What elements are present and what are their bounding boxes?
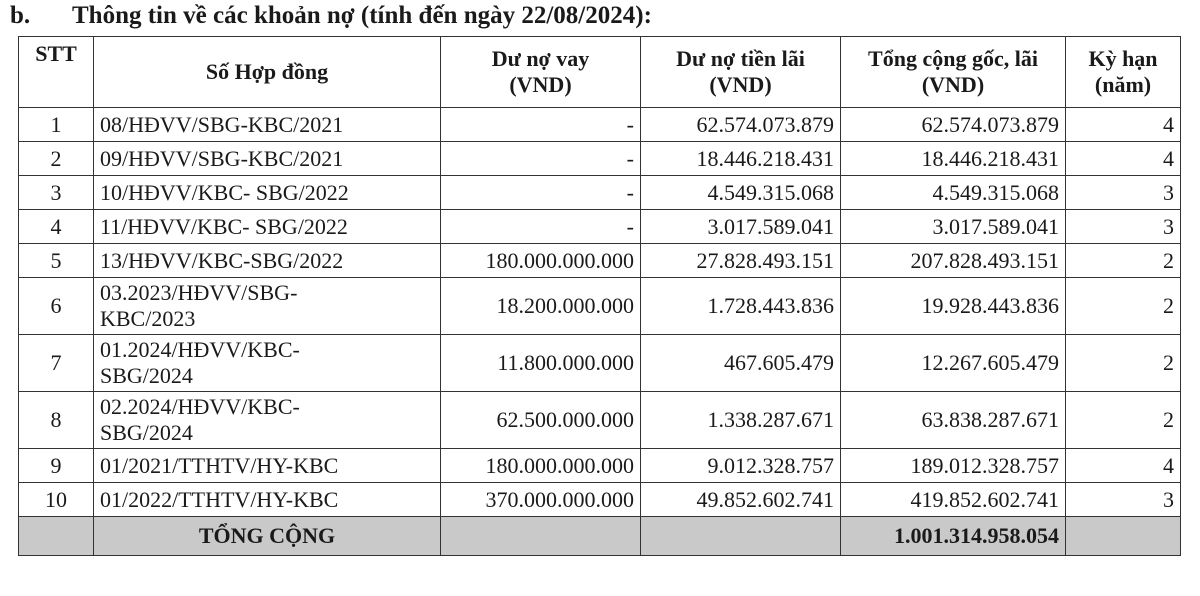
cell-interest: 18.446.218.431 <box>641 142 841 176</box>
cell-stt: 5 <box>19 244 94 278</box>
header-interest: Dư nợ tiền lãi (VND) <box>641 37 841 108</box>
cell-interest: 9.012.328.757 <box>641 449 841 483</box>
cell-stt: 4 <box>19 210 94 244</box>
cell-interest: 4.549.315.068 <box>641 176 841 210</box>
cell-total: 12.267.605.479 <box>841 335 1066 392</box>
header-contract: Số Hợp đồng <box>94 37 441 108</box>
cell-interest: 62.574.073.879 <box>641 108 841 142</box>
cell-interest: 1.728.443.836 <box>641 278 841 335</box>
table-row <box>19 335 1181 392</box>
cell-total: 419.852.602.741 <box>841 483 1066 517</box>
cell-loan: 18.200.000.000 <box>441 278 641 335</box>
cell-term: 3 <box>1066 176 1181 210</box>
header-term: Kỳ hạn (năm) <box>1066 37 1181 108</box>
cell-interest: 3.017.589.041 <box>641 210 841 244</box>
table-header-row <box>19 37 1181 108</box>
total-label: TỔNG CỘNG <box>94 517 441 556</box>
cell-term: 3 <box>1066 483 1181 517</box>
cell-loan: - <box>441 142 641 176</box>
cell-contract: 11/HĐVV/KBC- SBG/2022 <box>94 210 441 244</box>
cell-term: 3 <box>1066 210 1181 244</box>
table-row <box>19 483 1181 517</box>
cell-total: 62.574.073.879 <box>841 108 1066 142</box>
cell-loan: - <box>441 176 641 210</box>
cell-stt: 8 <box>19 392 94 449</box>
header-loan: Dư nợ vay (VND) <box>441 37 641 108</box>
cell-contract: 02.2024/HĐVV/KBC-SBG/2024 <box>94 392 441 449</box>
cell-stt: 6 <box>19 278 94 335</box>
cell-interest: 467.605.479 <box>641 335 841 392</box>
cell-term: 4 <box>1066 108 1181 142</box>
cell-term: 2 <box>1066 335 1181 392</box>
cell-stt: 1 <box>19 108 94 142</box>
cell-loan: 180.000.000.000 <box>441 449 641 483</box>
cell-total: 189.012.328.757 <box>841 449 1066 483</box>
cell-term: 2 <box>1066 392 1181 449</box>
cell-contract: 01.2024/HĐVV/KBC-SBG/2024 <box>94 335 441 392</box>
cell-stt: 2 <box>19 142 94 176</box>
cell-loan: 370.000.000.000 <box>441 483 641 517</box>
cell-total: 18.446.218.431 <box>841 142 1066 176</box>
cell-contract: 01/2021/TTHTV/HY-KBC <box>94 449 441 483</box>
cell-loan: 180.000.000.000 <box>441 244 641 278</box>
cell-term: 2 <box>1066 278 1181 335</box>
total-row <box>19 517 1181 556</box>
cell-loan: 62.500.000.000 <box>441 392 641 449</box>
cell-total: 3.017.589.041 <box>841 210 1066 244</box>
cell-contract: 08/HĐVV/SBG-KBC/2021 <box>94 108 441 142</box>
cell-contract: 10/HĐVV/KBC- SBG/2022 <box>94 176 441 210</box>
cell-term: 4 <box>1066 449 1181 483</box>
cell-total: 207.828.493.151 <box>841 244 1066 278</box>
cell-total: 63.838.287.671 <box>841 392 1066 449</box>
header-stt: STT <box>19 37 94 108</box>
table-row <box>19 142 1181 176</box>
cell-interest: 1.338.287.671 <box>641 392 841 449</box>
cell-stt: 7 <box>19 335 94 392</box>
cell-loan: - <box>441 108 641 142</box>
cell-stt: 3 <box>19 176 94 210</box>
cell-interest: 27.828.493.151 <box>641 244 841 278</box>
header-total: Tổng cộng gốc, lãi (VND) <box>841 37 1066 108</box>
table-row <box>19 210 1181 244</box>
cell-contract: 13/HĐVV/KBC-SBG/2022 <box>94 244 441 278</box>
table-row <box>19 278 1181 335</box>
cell-total: 19.928.443.836 <box>841 278 1066 335</box>
debt-table <box>18 36 1181 556</box>
table-row <box>19 108 1181 142</box>
cell-loan: 11.800.000.000 <box>441 335 641 392</box>
section-heading <box>10 2 652 30</box>
cell-contract: 01/2022/TTHTV/HY-KBC <box>94 483 441 517</box>
cell-stt: 9 <box>19 449 94 483</box>
cell-loan: - <box>441 210 641 244</box>
cell-contract: 03.2023/HĐVV/SBG-KBC/2023 <box>94 278 441 335</box>
table-row <box>19 449 1181 483</box>
cell-contract: 09/HĐVV/SBG-KBC/2021 <box>94 142 441 176</box>
table-row <box>19 392 1181 449</box>
section-title: Thông tin về các khoản nợ (tính đến ngày 22/08/2024): <box>72 2 652 29</box>
cell-term: 4 <box>1066 142 1181 176</box>
total-value: 1.001.314.958.054 <box>841 517 1066 556</box>
cell-stt: 10 <box>19 483 94 517</box>
section-label: b. <box>10 2 31 29</box>
cell-interest: 49.852.602.741 <box>641 483 841 517</box>
cell-term: 2 <box>1066 244 1181 278</box>
cell-total: 4.549.315.068 <box>841 176 1066 210</box>
table-row <box>19 244 1181 278</box>
table-row <box>19 176 1181 210</box>
